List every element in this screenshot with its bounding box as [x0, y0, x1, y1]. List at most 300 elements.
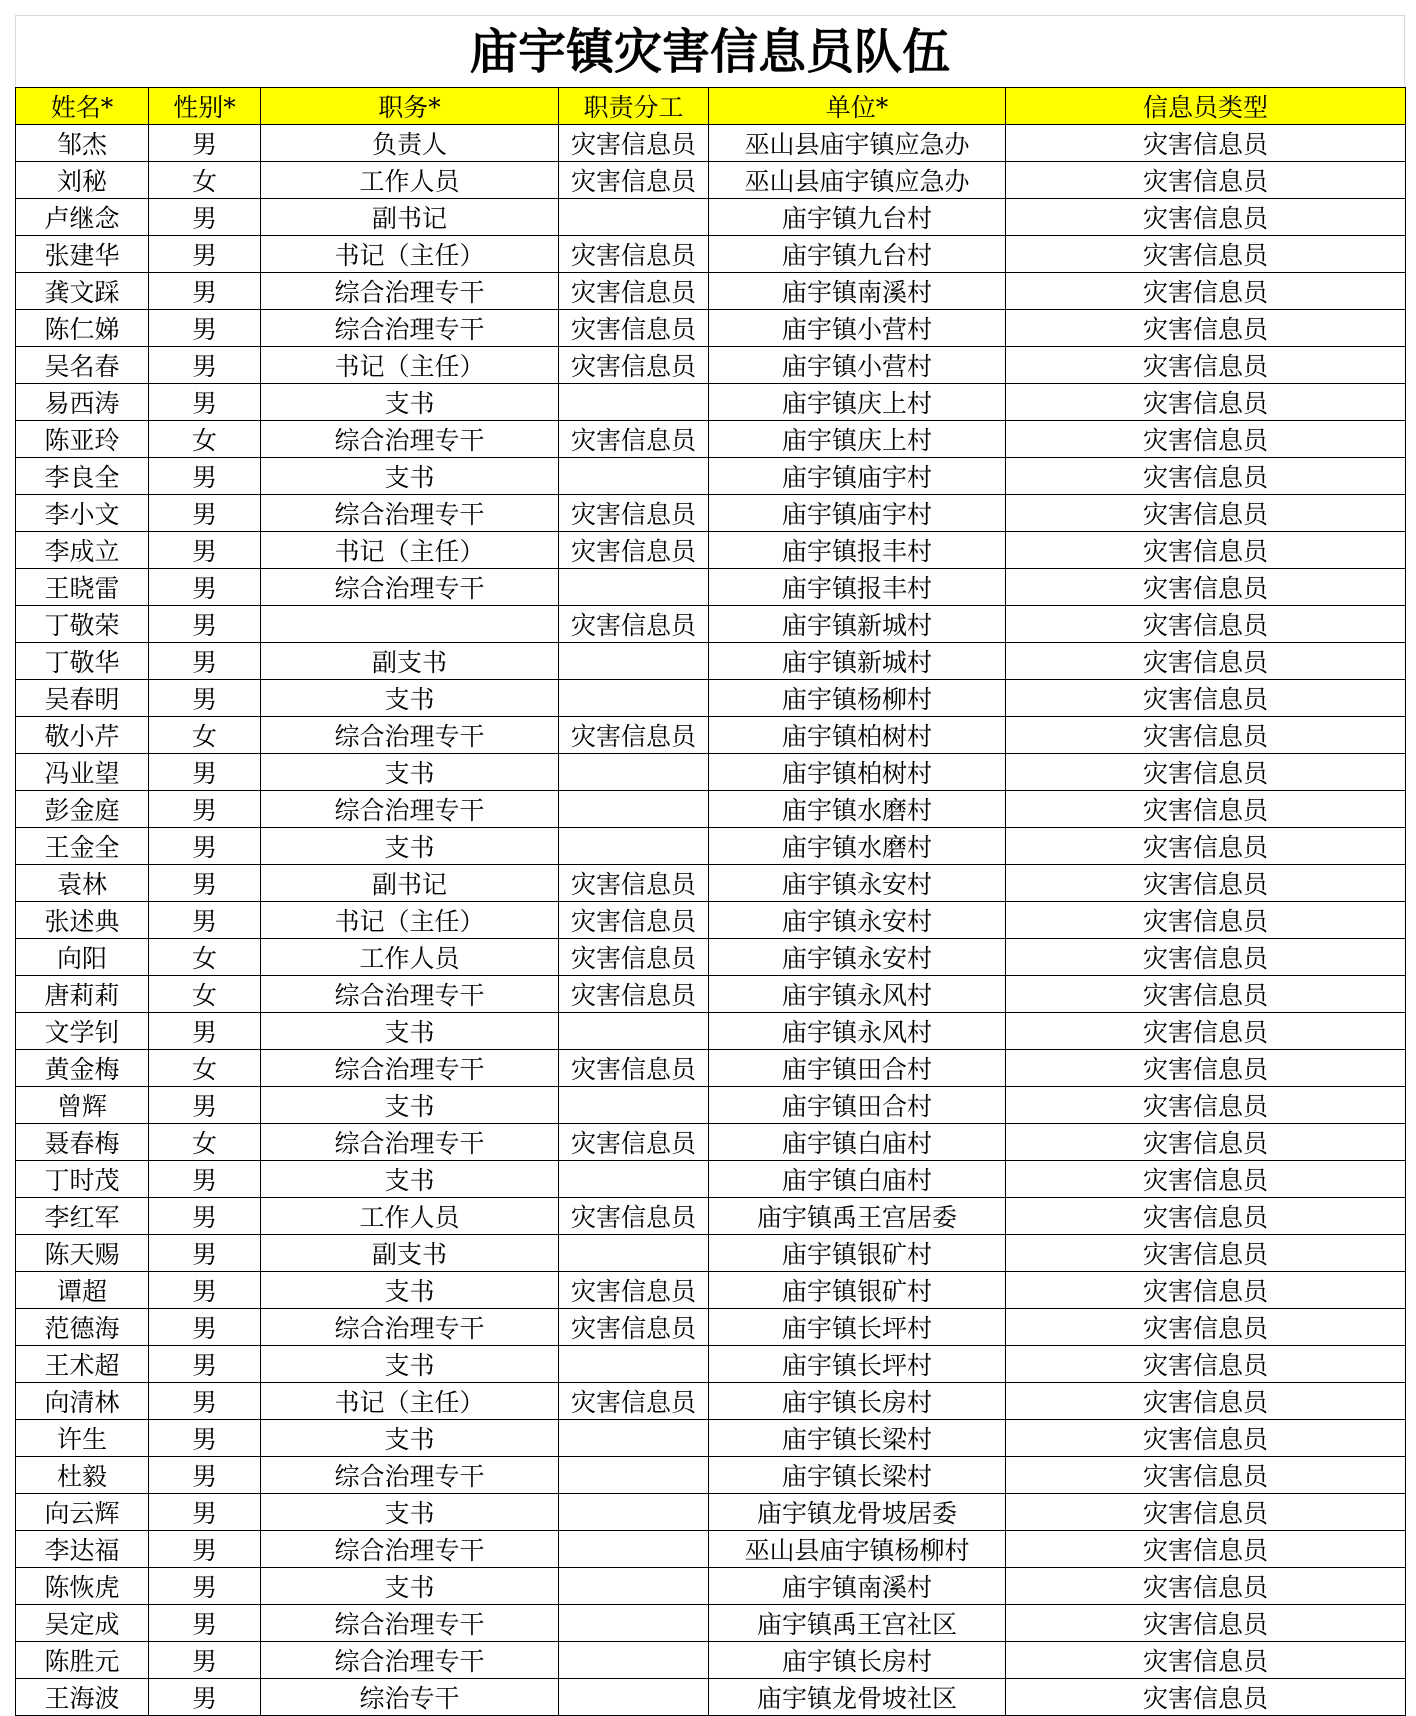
cell-position[interactable]: 支书 [261, 828, 559, 865]
cell-name[interactable]: 龚文踩 [16, 273, 149, 310]
cell-position[interactable]: 综合治理专干 [261, 1531, 559, 1568]
cell-unit[interactable]: 巫山县庙宇镇应急办 [709, 162, 1006, 199]
cell-name[interactable]: 吴名春 [16, 347, 149, 384]
cell-name[interactable]: 李达福 [16, 1531, 149, 1568]
cell-duty[interactable]: 灾害信息员 [559, 162, 709, 199]
cell-unit[interactable]: 庙宇镇庆上村 [709, 384, 1006, 421]
cell-position[interactable] [261, 606, 559, 643]
cell-duty[interactable]: 灾害信息员 [559, 495, 709, 532]
cell-position[interactable]: 综合治理专干 [261, 421, 559, 458]
cell-gender[interactable]: 男 [149, 680, 261, 717]
cell-name[interactable]: 曾辉 [16, 1087, 149, 1124]
cell-type[interactable]: 灾害信息员 [1006, 162, 1406, 199]
table-row [16, 458, 1406, 495]
table-row [16, 1679, 1406, 1716]
cell-gender[interactable]: 男 [149, 1494, 261, 1531]
cell-unit[interactable]: 庙宇镇永安村 [709, 865, 1006, 902]
cell-gender[interactable]: 男 [149, 1457, 261, 1494]
cell-unit[interactable]: 庙宇镇柏树村 [709, 717, 1006, 754]
cell-duty[interactable]: 灾害信息员 [559, 1272, 709, 1309]
cell-gender[interactable]: 男 [149, 1087, 261, 1124]
cell-duty[interactable]: 灾害信息员 [559, 347, 709, 384]
cell-type[interactable]: 灾害信息员 [1006, 1568, 1406, 1605]
cell-duty[interactable] [559, 828, 709, 865]
cell-gender[interactable]: 男 [149, 273, 261, 310]
table-row [16, 1531, 1406, 1568]
cell-name[interactable]: 陈恢虎 [16, 1568, 149, 1605]
cell-type[interactable]: 灾害信息员 [1006, 1013, 1406, 1050]
cell-gender[interactable]: 男 [149, 606, 261, 643]
cell-position[interactable]: 综合治理专干 [261, 791, 559, 828]
cell-unit[interactable]: 庙宇镇小营村 [709, 310, 1006, 347]
cell-position[interactable]: 书记（主任） [261, 902, 559, 939]
cell-duty[interactable]: 灾害信息员 [559, 606, 709, 643]
cell-type[interactable]: 灾害信息员 [1006, 1679, 1406, 1716]
cell-position[interactable]: 综合治理专干 [261, 1457, 559, 1494]
cell-position[interactable]: 综合治理专干 [261, 717, 559, 754]
cell-name[interactable]: 陈亚玲 [16, 421, 149, 458]
cell-type[interactable]: 灾害信息员 [1006, 1605, 1406, 1642]
cell-position[interactable]: 支书 [261, 1013, 559, 1050]
cell-gender[interactable]: 男 [149, 347, 261, 384]
table-row [16, 347, 1406, 384]
cell-position[interactable]: 负责人 [261, 125, 559, 162]
cell-unit[interactable]: 庙宇镇长房村 [709, 1383, 1006, 1420]
cell-unit[interactable]: 庙宇镇新城村 [709, 606, 1006, 643]
cell-type[interactable]: 灾害信息员 [1006, 939, 1406, 976]
header-position[interactable]: 职务* [261, 88, 559, 125]
table-row [16, 976, 1406, 1013]
cell-type[interactable]: 灾害信息员 [1006, 606, 1406, 643]
cell-gender[interactable]: 男 [149, 1161, 261, 1198]
cell-name[interactable]: 范德海 [16, 1309, 149, 1346]
header-row [16, 88, 1406, 125]
cell-duty[interactable] [559, 1235, 709, 1272]
cell-duty[interactable]: 灾害信息员 [559, 125, 709, 162]
cell-position[interactable]: 综合治理专干 [261, 569, 559, 606]
cell-name[interactable]: 丁敬华 [16, 643, 149, 680]
table-row [16, 1457, 1406, 1494]
cell-type[interactable]: 灾害信息员 [1006, 421, 1406, 458]
table-body [16, 125, 1406, 1716]
cell-name[interactable]: 王晓雷 [16, 569, 149, 606]
cell-position[interactable]: 支书 [261, 1346, 559, 1383]
cell-type[interactable]: 灾害信息员 [1006, 1235, 1406, 1272]
cell-duty[interactable] [559, 458, 709, 495]
cell-gender[interactable]: 男 [149, 643, 261, 680]
cell-unit[interactable]: 巫山县庙宇镇杨柳村 [709, 1531, 1006, 1568]
cell-duty[interactable]: 灾害信息员 [559, 976, 709, 1013]
cell-unit[interactable]: 庙宇镇南溪村 [709, 1568, 1006, 1605]
table-row [16, 1383, 1406, 1420]
cell-gender[interactable]: 男 [149, 310, 261, 347]
cell-unit[interactable]: 庙宇镇报丰村 [709, 569, 1006, 606]
cell-type[interactable]: 灾害信息员 [1006, 1531, 1406, 1568]
cell-unit[interactable]: 庙宇镇新城村 [709, 643, 1006, 680]
cell-type[interactable]: 灾害信息员 [1006, 1494, 1406, 1531]
table-row [16, 791, 1406, 828]
cell-name[interactable]: 卢继念 [16, 199, 149, 236]
cell-unit[interactable]: 庙宇镇长坪村 [709, 1346, 1006, 1383]
cell-gender[interactable]: 女 [149, 717, 261, 754]
cell-type[interactable]: 灾害信息员 [1006, 125, 1406, 162]
cell-gender[interactable]: 男 [149, 532, 261, 569]
cell-gender[interactable]: 男 [149, 1309, 261, 1346]
cell-duty[interactable]: 灾害信息员 [559, 532, 709, 569]
cell-position[interactable]: 支书 [261, 458, 559, 495]
cell-duty[interactable] [559, 199, 709, 236]
cell-type[interactable]: 灾害信息员 [1006, 1050, 1406, 1087]
table-row [16, 1235, 1406, 1272]
cell-gender[interactable]: 男 [149, 384, 261, 421]
cell-name[interactable]: 吴春明 [16, 680, 149, 717]
cell-position[interactable]: 综合治理专干 [261, 1124, 559, 1161]
cell-name[interactable]: 丁时茂 [16, 1161, 149, 1198]
cell-gender[interactable]: 男 [149, 1346, 261, 1383]
table-row [16, 1050, 1406, 1087]
cell-position[interactable]: 综合治理专干 [261, 976, 559, 1013]
cell-position[interactable]: 支书 [261, 1568, 559, 1605]
cell-gender[interactable]: 男 [149, 1531, 261, 1568]
cell-position[interactable]: 书记（主任） [261, 347, 559, 384]
cell-gender[interactable]: 女 [149, 1124, 261, 1161]
cell-gender[interactable]: 男 [149, 1272, 261, 1309]
cell-gender[interactable]: 男 [149, 125, 261, 162]
cell-name[interactable]: 李红军 [16, 1198, 149, 1235]
header-unit[interactable]: 单位* [709, 88, 1006, 125]
table-row [16, 1420, 1406, 1457]
table-row [16, 939, 1406, 976]
table-row [16, 717, 1406, 754]
cell-gender[interactable]: 男 [149, 495, 261, 532]
cell-type[interactable]: 灾害信息员 [1006, 680, 1406, 717]
cell-name[interactable]: 向清林 [16, 1383, 149, 1420]
table-row [16, 1309, 1406, 1346]
cell-unit[interactable]: 庙宇镇柏树村 [709, 754, 1006, 791]
cell-gender[interactable]: 男 [149, 1013, 261, 1050]
cell-name[interactable]: 李良全 [16, 458, 149, 495]
cell-type[interactable]: 灾害信息员 [1006, 643, 1406, 680]
cell-name[interactable]: 王金全 [16, 828, 149, 865]
table-row [16, 680, 1406, 717]
cell-gender[interactable]: 女 [149, 939, 261, 976]
cell-duty[interactable] [559, 1013, 709, 1050]
cell-gender[interactable]: 男 [149, 1383, 261, 1420]
cell-unit[interactable]: 庙宇镇长坪村 [709, 1309, 1006, 1346]
cell-type[interactable]: 灾害信息员 [1006, 791, 1406, 828]
table-row [16, 1568, 1406, 1605]
cell-unit[interactable]: 庙宇镇田合村 [709, 1087, 1006, 1124]
cell-position[interactable]: 综治专干 [261, 1679, 559, 1716]
cell-duty[interactable]: 灾害信息员 [559, 902, 709, 939]
cell-type[interactable]: 灾害信息员 [1006, 273, 1406, 310]
cell-duty[interactable]: 灾害信息员 [559, 939, 709, 976]
cell-name[interactable]: 李成立 [16, 532, 149, 569]
cell-gender[interactable]: 男 [149, 1568, 261, 1605]
cell-name[interactable]: 敬小芹 [16, 717, 149, 754]
table-row [16, 1346, 1406, 1383]
cell-name[interactable]: 向阳 [16, 939, 149, 976]
cell-unit[interactable]: 庙宇镇九台村 [709, 236, 1006, 273]
cell-name[interactable]: 彭金庭 [16, 791, 149, 828]
cell-position[interactable]: 综合治理专干 [261, 495, 559, 532]
cell-type[interactable]: 灾害信息员 [1006, 1346, 1406, 1383]
table-row [16, 1013, 1406, 1050]
cell-position[interactable]: 支书 [261, 1420, 559, 1457]
cell-duty[interactable] [559, 791, 709, 828]
header-name[interactable]: 姓名* [16, 88, 149, 125]
cell-position[interactable]: 综合治理专干 [261, 273, 559, 310]
cell-unit[interactable]: 庙宇镇龙骨坡居委 [709, 1494, 1006, 1531]
cell-name[interactable]: 吴定成 [16, 1605, 149, 1642]
cell-position[interactable]: 支书 [261, 1272, 559, 1309]
cell-duty[interactable] [559, 1605, 709, 1642]
table-row [16, 1272, 1406, 1309]
cell-gender[interactable]: 男 [149, 1235, 261, 1272]
cell-unit[interactable]: 庙宇镇庙宇村 [709, 495, 1006, 532]
cell-duty[interactable] [559, 1679, 709, 1716]
cell-duty[interactable] [559, 1420, 709, 1457]
cell-type[interactable]: 灾害信息员 [1006, 384, 1406, 421]
cell-position[interactable]: 支书 [261, 1161, 559, 1198]
cell-position[interactable]: 综合治理专干 [261, 1642, 559, 1679]
cell-duty[interactable] [559, 384, 709, 421]
cell-name[interactable]: 向云辉 [16, 1494, 149, 1531]
table-row [16, 569, 1406, 606]
cell-type[interactable]: 灾害信息员 [1006, 310, 1406, 347]
header-duty[interactable]: 职责分工 [559, 88, 709, 125]
cell-unit[interactable]: 庙宇镇水磨村 [709, 828, 1006, 865]
cell-unit[interactable]: 庙宇镇银矿村 [709, 1272, 1006, 1309]
cell-gender[interactable]: 男 [149, 569, 261, 606]
cell-unit[interactable]: 庙宇镇小营村 [709, 347, 1006, 384]
cell-position[interactable]: 支书 [261, 1087, 559, 1124]
cell-type[interactable]: 灾害信息员 [1006, 1161, 1406, 1198]
cell-type[interactable]: 灾害信息员 [1006, 1124, 1406, 1161]
cell-type[interactable]: 灾害信息员 [1006, 1457, 1406, 1494]
cell-duty[interactable]: 灾害信息员 [559, 1309, 709, 1346]
table-row [16, 1087, 1406, 1124]
cell-duty[interactable] [559, 1346, 709, 1383]
cell-duty[interactable] [559, 1568, 709, 1605]
cell-position[interactable]: 支书 [261, 680, 559, 717]
cell-gender[interactable]: 男 [149, 1679, 261, 1716]
cell-duty[interactable]: 灾害信息员 [559, 1124, 709, 1161]
table-row [16, 828, 1406, 865]
cell-type[interactable]: 灾害信息员 [1006, 717, 1406, 754]
cell-type[interactable]: 灾害信息员 [1006, 1198, 1406, 1235]
cell-name[interactable]: 袁林 [16, 865, 149, 902]
cell-duty[interactable] [559, 754, 709, 791]
cell-duty[interactable]: 灾害信息员 [559, 865, 709, 902]
cell-duty[interactable]: 灾害信息员 [559, 1198, 709, 1235]
table-row [16, 162, 1406, 199]
header-type[interactable]: 信息员类型 [1006, 88, 1406, 125]
cell-position[interactable]: 综合治理专干 [261, 1605, 559, 1642]
table-row [16, 532, 1406, 569]
cell-unit[interactable]: 庙宇镇长梁村 [709, 1457, 1006, 1494]
cell-name[interactable]: 李小文 [16, 495, 149, 532]
cell-duty[interactable]: 灾害信息员 [559, 421, 709, 458]
cell-duty[interactable] [559, 1457, 709, 1494]
cell-name[interactable]: 许生 [16, 1420, 149, 1457]
cell-duty[interactable]: 灾害信息员 [559, 717, 709, 754]
cell-type[interactable]: 灾害信息员 [1006, 976, 1406, 1013]
cell-duty[interactable] [559, 569, 709, 606]
table-row [16, 606, 1406, 643]
cell-gender[interactable]: 男 [149, 1642, 261, 1679]
cell-position[interactable]: 书记（主任） [261, 532, 559, 569]
cell-duty[interactable]: 灾害信息员 [559, 310, 709, 347]
cell-unit[interactable]: 庙宇镇长房村 [709, 1642, 1006, 1679]
cell-duty[interactable] [559, 1531, 709, 1568]
cell-type[interactable]: 灾害信息员 [1006, 1420, 1406, 1457]
cell-name[interactable]: 王海波 [16, 1679, 149, 1716]
cell-unit[interactable]: 庙宇镇报丰村 [709, 532, 1006, 569]
table-row [16, 384, 1406, 421]
cell-position[interactable]: 书记（主任） [261, 236, 559, 273]
cell-unit[interactable]: 庙宇镇南溪村 [709, 273, 1006, 310]
cell-gender[interactable]: 男 [149, 236, 261, 273]
cell-type[interactable]: 灾害信息员 [1006, 828, 1406, 865]
cell-unit[interactable]: 庙宇镇银矿村 [709, 1235, 1006, 1272]
cell-duty[interactable]: 灾害信息员 [559, 1050, 709, 1087]
cell-gender[interactable]: 男 [149, 754, 261, 791]
cell-position[interactable]: 支书 [261, 384, 559, 421]
cell-unit[interactable]: 庙宇镇龙骨坡社区 [709, 1679, 1006, 1716]
cell-unit[interactable]: 庙宇镇庆上村 [709, 421, 1006, 458]
cell-position[interactable]: 书记（主任） [261, 1383, 559, 1420]
header-gender[interactable]: 性别* [149, 88, 261, 125]
cell-name[interactable]: 聂春梅 [16, 1124, 149, 1161]
cell-name[interactable]: 文学钊 [16, 1013, 149, 1050]
cell-duty[interactable]: 灾害信息员 [559, 236, 709, 273]
cell-duty[interactable] [559, 1161, 709, 1198]
cell-gender[interactable]: 男 [149, 791, 261, 828]
cell-unit[interactable]: 庙宇镇白庙村 [709, 1124, 1006, 1161]
cell-unit[interactable]: 庙宇镇禹王宫居委 [709, 1198, 1006, 1235]
table-row [16, 421, 1406, 458]
cell-name[interactable]: 陈仁娣 [16, 310, 149, 347]
cell-gender[interactable]: 男 [149, 828, 261, 865]
cell-position[interactable]: 支书 [261, 1494, 559, 1531]
table-row [16, 1124, 1406, 1161]
spreadsheet [15, 15, 1405, 1716]
cell-unit[interactable]: 庙宇镇永风村 [709, 976, 1006, 1013]
cell-name[interactable]: 张建华 [16, 236, 149, 273]
cell-duty[interactable]: 灾害信息员 [559, 273, 709, 310]
table-row [16, 865, 1406, 902]
cell-gender[interactable]: 女 [149, 976, 261, 1013]
cell-gender[interactable]: 女 [149, 162, 261, 199]
cell-gender[interactable]: 女 [149, 421, 261, 458]
cell-position[interactable]: 工作人员 [261, 162, 559, 199]
cell-unit[interactable]: 庙宇镇庙宇村 [709, 458, 1006, 495]
cell-unit[interactable]: 庙宇镇水磨村 [709, 791, 1006, 828]
cell-type[interactable]: 灾害信息员 [1006, 532, 1406, 569]
cell-gender[interactable]: 男 [149, 865, 261, 902]
cell-position[interactable]: 副支书 [261, 1235, 559, 1272]
cell-unit[interactable]: 庙宇镇杨柳村 [709, 680, 1006, 717]
cell-duty[interactable] [559, 1087, 709, 1124]
cell-duty[interactable] [559, 1642, 709, 1679]
cell-name[interactable]: 邹杰 [16, 125, 149, 162]
cell-gender[interactable]: 男 [149, 902, 261, 939]
cell-type[interactable]: 灾害信息员 [1006, 902, 1406, 939]
cell-gender[interactable]: 男 [149, 199, 261, 236]
cell-name[interactable]: 王术超 [16, 1346, 149, 1383]
cell-type[interactable]: 灾害信息员 [1006, 754, 1406, 791]
cell-position[interactable]: 副书记 [261, 199, 559, 236]
cell-type[interactable]: 灾害信息员 [1006, 1272, 1406, 1309]
cell-position[interactable]: 综合治理专干 [261, 1050, 559, 1087]
cell-name[interactable]: 唐莉莉 [16, 976, 149, 1013]
cell-position[interactable]: 工作人员 [261, 1198, 559, 1235]
cell-position[interactable]: 副支书 [261, 643, 559, 680]
cell-name[interactable]: 张述典 [16, 902, 149, 939]
cell-type[interactable]: 灾害信息员 [1006, 236, 1406, 273]
cell-unit[interactable]: 庙宇镇田合村 [709, 1050, 1006, 1087]
cell-type[interactable]: 灾害信息员 [1006, 1087, 1406, 1124]
table-row [16, 1198, 1406, 1235]
cell-unit[interactable]: 庙宇镇永风村 [709, 1013, 1006, 1050]
cell-unit[interactable]: 庙宇镇永安村 [709, 939, 1006, 976]
cell-name[interactable]: 黄金梅 [16, 1050, 149, 1087]
cell-position[interactable]: 工作人员 [261, 939, 559, 976]
cell-duty[interactable] [559, 643, 709, 680]
cell-name[interactable]: 谭超 [16, 1272, 149, 1309]
cell-type[interactable]: 灾害信息员 [1006, 495, 1406, 532]
cell-gender[interactable]: 男 [149, 1198, 261, 1235]
table-row [16, 1161, 1406, 1198]
cell-unit[interactable]: 庙宇镇长梁村 [709, 1420, 1006, 1457]
cell-type[interactable]: 灾害信息员 [1006, 347, 1406, 384]
table-row [16, 1642, 1406, 1679]
cell-position[interactable]: 副书记 [261, 865, 559, 902]
cell-type[interactable]: 灾害信息员 [1006, 865, 1406, 902]
cell-unit[interactable]: 庙宇镇永安村 [709, 902, 1006, 939]
cell-type[interactable]: 灾害信息员 [1006, 458, 1406, 495]
cell-gender[interactable]: 女 [149, 1050, 261, 1087]
cell-name[interactable]: 丁敬荣 [16, 606, 149, 643]
cell-duty[interactable]: 灾害信息员 [559, 1383, 709, 1420]
cell-type[interactable]: 灾害信息员 [1006, 1383, 1406, 1420]
table-row [16, 754, 1406, 791]
cell-name[interactable]: 陈天赐 [16, 1235, 149, 1272]
cell-unit[interactable]: 庙宇镇禹王宫社区 [709, 1605, 1006, 1642]
cell-gender[interactable]: 男 [149, 1420, 261, 1457]
cell-gender[interactable]: 男 [149, 1605, 261, 1642]
cell-duty[interactable] [559, 1494, 709, 1531]
cell-name[interactable]: 陈胜元 [16, 1642, 149, 1679]
cell-type[interactable]: 灾害信息员 [1006, 1642, 1406, 1679]
cell-unit[interactable]: 巫山县庙宇镇应急办 [709, 125, 1006, 162]
cell-duty[interactable] [559, 680, 709, 717]
cell-name[interactable]: 易西涛 [16, 384, 149, 421]
cell-type[interactable]: 灾害信息员 [1006, 1309, 1406, 1346]
cell-position[interactable]: 支书 [261, 754, 559, 791]
cell-unit[interactable]: 庙宇镇九台村 [709, 199, 1006, 236]
cell-name[interactable]: 冯业望 [16, 754, 149, 791]
cell-position[interactable]: 综合治理专干 [261, 310, 559, 347]
cell-position[interactable]: 综合治理专干 [261, 1309, 559, 1346]
cell-name[interactable]: 杜毅 [16, 1457, 149, 1494]
cell-type[interactable]: 灾害信息员 [1006, 199, 1406, 236]
cell-gender[interactable]: 男 [149, 458, 261, 495]
cell-type[interactable]: 灾害信息员 [1006, 569, 1406, 606]
cell-name[interactable]: 刘秘 [16, 162, 149, 199]
cell-unit[interactable]: 庙宇镇白庙村 [709, 1161, 1006, 1198]
